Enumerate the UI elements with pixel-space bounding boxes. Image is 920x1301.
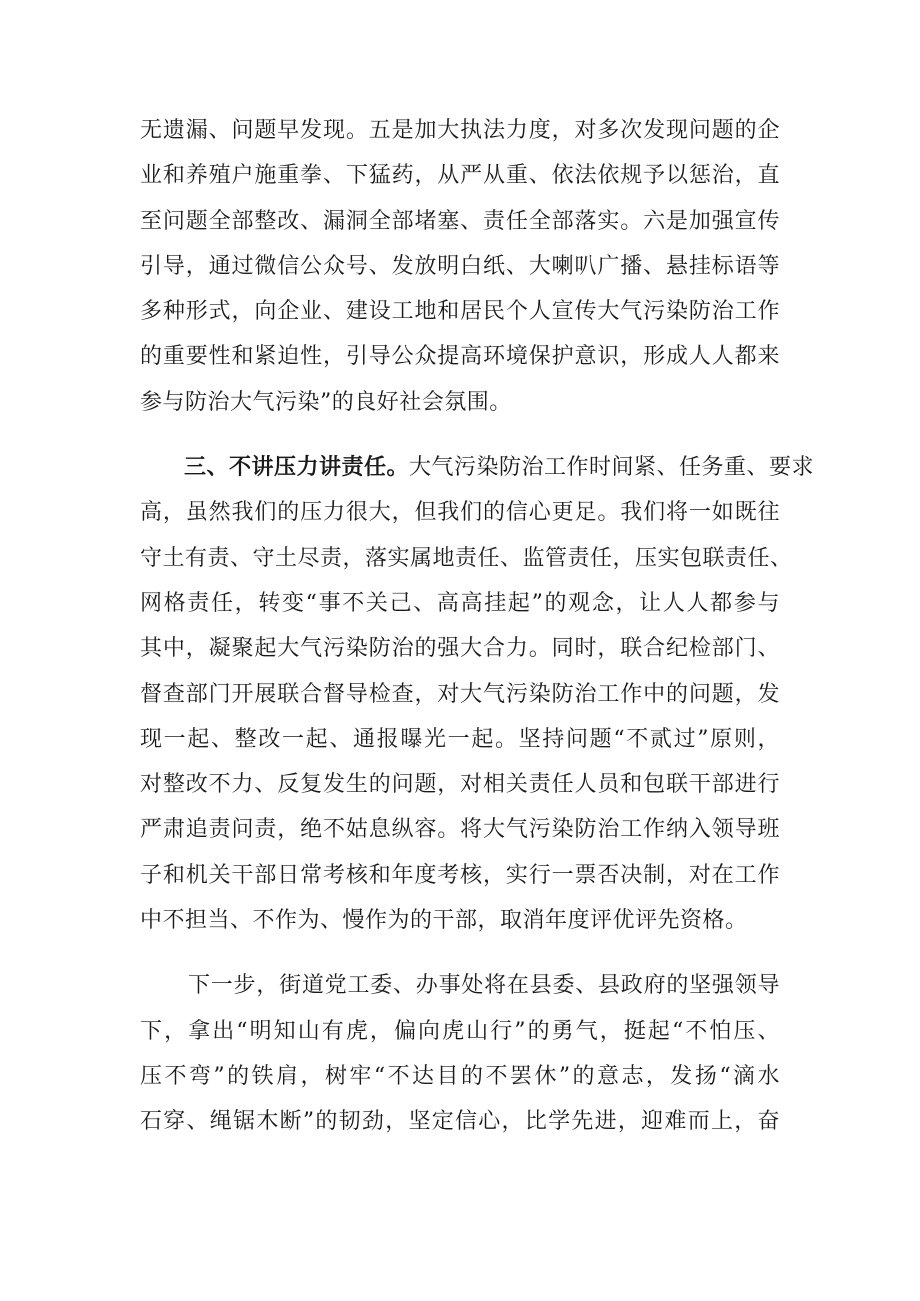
paragraph-line: 引导，通过微信公众号、发放明白纸、大喇叭广播、悬挂标语等 [140,253,780,279]
paragraph-line: 对整改不力、反复发生的问题，对相关责任人员和包联干部进行 [140,772,780,798]
paragraph-line: 督查部门开展联合督导检查，对大气污染防治工作中的问题，发 [140,681,780,707]
paragraph-line: 高，虽然我们的压力很大，但我们的信心更足。我们将一如既往 [140,500,780,526]
paragraph-2 [140,445,815,943]
paragraph-line: 守土有责、守土尽责，落实属地责任、监管责任，压实包联责任、 [140,545,793,571]
paragraph-line: 中不担当、不作为、慢作为的干部，取消年度评优评先资格。 [140,908,748,934]
paragraph-line: 无遗漏、问题早发现。五是加大执法力度，对多次发现问题的企 [140,118,780,143]
paragraph-spacer [140,425,780,445]
paragraph-line: 严肃追责问责，绝不姑息纵容。将大气污染防治工作纳入领导班 [140,817,780,843]
paragraph-line: 石穿、绳锯木断”的韧劲，坚定信心，比学先进，迎难而上，奋 [140,1109,780,1135]
paragraph-first-line [140,445,815,490]
paragraph-line: 子和机关干部日常考核和年度考核，实行一票否决制，对在工作 [140,862,780,888]
paragraph-1 [140,108,780,425]
paragraph-line: 参与防治大气污染”的良好社会氛围。 [140,389,512,415]
paragraph-line: 网格责任，转变“事不关己、高高挂起”的观念，让人人都参与 [140,590,780,616]
paragraph-line: 的重要性和紧迫性，引导公众提高环境保护意识，形成人人都来 [140,344,780,370]
paragraph-line: 业和养殖户施重拳、下猛药，从严从重、依法依规予以惩治，直 [140,163,780,189]
paragraph-spacer [140,943,780,963]
paragraph-line: 其中，凝聚起大气污染防治的强大合力。同时，联合纪检部门、 [140,636,780,662]
section-heading: 三、不讲压力讲责任。 [184,455,410,481]
paragraph-line: 压不弯”的铁肩，树牢“不达目的不罢休”的意志，发扬“滴水 [140,1063,780,1089]
paragraph-line: 下一步，街道党工委、办事处将在县委、县政府的坚强领导 [188,973,780,999]
paragraph-line: 多种形式，向企业、建设工地和居民个人宣传大气污染防治工作 [140,299,780,325]
paragraph-line: 现一起、整改一起、通报曝光一起。坚持问题“不贰过”原则， [140,726,780,752]
paragraph-3 [140,963,780,1144]
paragraph-line: 至问题全部整改、漏洞全部堵塞、责任全部落实。六是加强宣传 [140,208,780,234]
document-body [140,108,815,1145]
paragraph-line-rest: 大气污染防治工作时间紧、任务重、要求 [409,455,815,481]
paragraph-line: 下，拿出“明知山有虎，偏向虎山行”的勇气，挺起“不怕压、 [140,1018,780,1044]
